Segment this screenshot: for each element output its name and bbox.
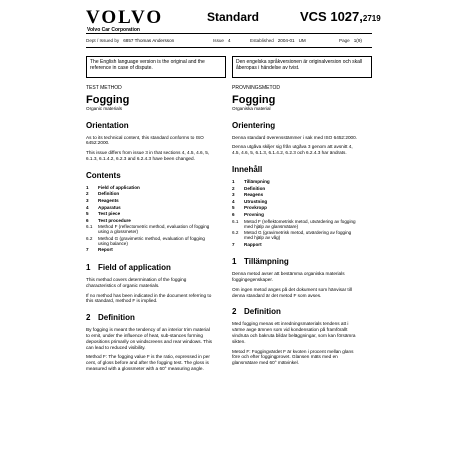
standard-number — [300, 9, 381, 24]
document-subtitle: Organiska material — [232, 105, 271, 111]
table-of-contents — [232, 179, 360, 248]
section-2-paragraph-1: Med fogging menas ett inredningsmaterials tendens att i värme avge ämnen som vid kondensation på framförallt vindruta och bakruta bildar beläggningar, som kan försämra sikten. — [232, 321, 356, 344]
toc-subitem[interactable]: 6.1 Metod F (reflektometrisk metod, utvärdering av fogging med hjälp av glansmätare) — [232, 218, 356, 229]
meta-page-label: Page — [339, 38, 350, 43]
section-2-paragraph-1: By fogging is meant the tendency of an interior trim material to emit, under the influence of heat, sub-stances forming depositions primarily on windscreens and rear windows. This can lead to reduced visibility. — [86, 327, 213, 350]
toc-item[interactable]: 3 Reagens — [232, 192, 264, 198]
standard-revision: 2719 — [362, 14, 381, 23]
section-2-paragraph-2: Metod F: Foggingvärdet F är kvoten i procent mellan glans före och efter foggingprovet. Glansen mäts med en glansmätare med 60° mätvinkel. — [232, 348, 354, 366]
toc-item[interactable]: 7 Rapport — [232, 241, 262, 247]
section-1-paragraph-1: This method covers determination of the fogging characteristics of organic materials. — [86, 276, 187, 288]
toc-subitem[interactable]: 6.2 Method G (gravimetric method, evaluation of fogging using balance) — [86, 235, 205, 246]
toc-item[interactable]: 2 Definition — [86, 191, 120, 197]
orientation-heading: Orientering — [232, 120, 276, 130]
orientation-paragraph-1: As to its technical content, this standard conforms to ISO 6452:2000. — [86, 134, 204, 146]
toc-subitem[interactable]: 6.2 Metod G (gravimetrisk metod, utvärdering av fogging med hjälp av våg) — [232, 230, 352, 241]
contents-heading: Contents — [86, 170, 121, 180]
corporation-name: Volvo Car Corporation — [87, 27, 140, 33]
meta-page-value: 1(9) — [353, 38, 362, 43]
toc-item[interactable]: 4 Apparatus — [86, 204, 121, 210]
orientation-paragraph-2: This issue differs from issue 3 in that sections 4, 4.5, 4.6, 5, 6.1.3, 6.1.4.2, 6.2.3 and 6.2.4.3 have been changed. — [86, 150, 210, 161]
section-1-heading: 1 Field of application — [86, 262, 171, 272]
document-title: Fogging — [232, 93, 276, 106]
meta-issue-label: Issue — [213, 38, 224, 43]
language-notice-en: The English language version is the original and the reference in case of dispute. — [86, 56, 226, 78]
toc-item[interactable]: 6 Provning — [232, 211, 264, 217]
table-of-contents — [86, 185, 214, 254]
standard-label: Standard — [207, 10, 260, 24]
swedish-column — [232, 84, 360, 370]
toc-item[interactable]: 7 Report — [86, 247, 113, 253]
meta-issue-value: 4 — [227, 38, 231, 43]
meta-established-value: 2004-01 — [277, 38, 295, 43]
method-label: TEST METHOD — [86, 85, 122, 91]
section-1-paragraph-2: Om ingen metod anges på det dokument som hänvisar till denna standard är det metod F som avses. — [232, 286, 352, 298]
toc-subitem[interactable]: 6.1 Method F (reflectometric method, evaluation of fogging using a glossmeter) — [86, 224, 210, 235]
volvo-logo: VOLVO — [86, 7, 164, 28]
english-column — [86, 84, 214, 376]
meta-page — [339, 38, 362, 43]
standard-number-main: VCS 1027, — [300, 9, 363, 24]
method-label: PROVNINGSMETOD — [232, 85, 280, 91]
header-rule-top — [86, 33, 372, 34]
section-2-heading: 2 Definition — [86, 313, 135, 323]
toc-item[interactable]: 5 Test piece — [86, 211, 121, 217]
meta-established-label: Established — [250, 38, 274, 43]
toc-item[interactable]: 1 Field of application — [86, 184, 140, 190]
section-2-paragraph-2: Method F: The fogging value F is the ratio, expressed in per cent, of gloss before and after the fogging test. The gloss is measured with a glossmeter with a 60° measuring angle. — [86, 354, 210, 371]
orientation-paragraph-1: Denna standard överensstämmer i sak med ISO 6452:2000. — [232, 134, 358, 140]
toc-item[interactable]: 5 Provkropp — [232, 205, 267, 211]
toc-item[interactable]: 4 Utrustning — [232, 198, 268, 204]
toc-item[interactable]: 6 Test procedure — [86, 217, 131, 223]
header-rule-bottom — [86, 47, 372, 48]
toc-item[interactable]: 2 Definition — [232, 185, 266, 191]
meta-dept-label: Dept / Issued by — [86, 38, 120, 43]
language-notice-sv: Den engelska språkversionen är originalversion och skall åberopas i händelse av tvist. — [232, 56, 372, 78]
contents-heading: Innehåll — [232, 164, 263, 174]
section-1-paragraph-1: Denna metod avser att bestämma organiska materials foggingegenskaper. — [232, 271, 345, 282]
meta-established — [250, 38, 306, 43]
toc-item[interactable]: 3 Reagents — [86, 197, 119, 203]
section-2-heading: 2 Definition — [232, 307, 281, 317]
section-1-paragraph-2: If no method has been indicated in the document referring to this standard, method F is implied. — [86, 292, 212, 304]
document-subtitle: Organic materials — [86, 105, 122, 111]
document-title: Fogging — [86, 93, 130, 106]
toc-item[interactable]: 1 Tillämpning — [232, 178, 270, 184]
meta-dept-value: 6857 Thomas Andersson — [123, 38, 175, 43]
meta-issue — [213, 38, 231, 43]
orientation-heading: Orientation — [86, 120, 129, 130]
section-1-heading: 1 Tillämpning — [232, 257, 289, 267]
orientation-paragraph-2: Denna utgåva skiljer sig från utgåva 3 genom att avsnitt 4, 4.5, 4.6, 5, 6.1.3, 6.1.4.2, 6.2.3 och 6.2.4.3 har ändrats. — [232, 144, 353, 156]
meta-dept — [86, 38, 174, 43]
meta-established-suffix: UM — [298, 38, 306, 43]
